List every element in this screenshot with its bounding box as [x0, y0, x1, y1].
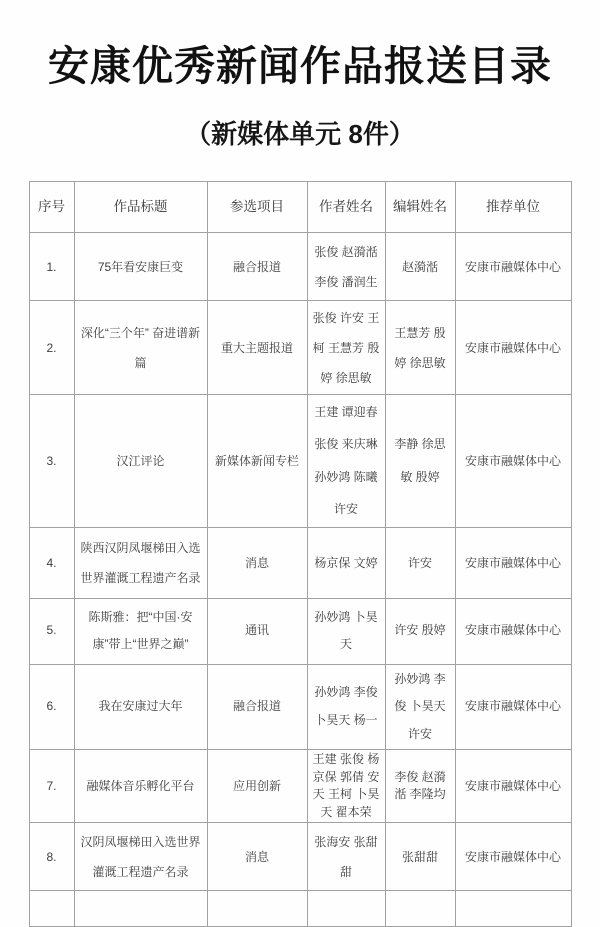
cell-authors: 王建 张俊 杨京保 郭倩 安天 王柯 卜昊天 翟本荣	[307, 750, 385, 823]
cell-serial: 1.	[29, 233, 74, 301]
table-row	[29, 750, 571, 823]
table-row	[29, 527, 571, 598]
cell-serial: 5.	[29, 598, 74, 664]
cell-authors: 孙妙鸿 卜昊天	[307, 598, 385, 664]
cell-unit: 安康市融媒体中心	[455, 395, 571, 528]
cell-editors: 王慧芳 殷婷 徐思敏	[385, 301, 455, 395]
cell-authors: 张俊 赵漪湉 李俊 潘润生	[307, 233, 385, 301]
table-row	[29, 823, 571, 891]
cell-unit: 安康市融媒体中心	[455, 233, 571, 301]
cell-serial: 4.	[29, 527, 74, 598]
table-row	[29, 233, 571, 301]
cell-unit: 安康市融媒体中心	[455, 301, 571, 395]
cell-work-title: 我在安康过大年	[74, 664, 207, 750]
cell-category: 新媒体新闻专栏	[207, 395, 307, 528]
cell-serial: 6.	[29, 664, 74, 750]
header-work-title: 作品标题	[74, 182, 207, 233]
cell-unit: 安康市融媒体中心	[455, 527, 571, 598]
cell-serial: 8.	[29, 823, 74, 891]
cell-category: 消息	[207, 527, 307, 598]
catalog-table	[29, 181, 572, 927]
cell-work-title: 汉江评论	[74, 395, 207, 528]
cell-editors: 孙妙鸿 李俊 卜昊天 许安	[385, 664, 455, 750]
cell-editors: 张甜甜	[385, 823, 455, 891]
cell-editors: 李静 徐思敏 殷婷	[385, 395, 455, 528]
cell-unit: 安康市融媒体中心	[455, 598, 571, 664]
cell-editors: 赵漪湉	[385, 233, 455, 301]
cell-work-title: 陕西汉阴凤堰梯田入选世界灌溉工程遗产名录	[74, 527, 207, 598]
page-title: 安康优秀新闻作品报送目录	[48, 43, 552, 89]
cell-category: 融合报道	[207, 664, 307, 750]
page-subtitle: （新媒体单元 8件）	[185, 119, 415, 150]
cell-authors	[307, 891, 385, 927]
cell-unit: 安康市融媒体中心	[455, 664, 571, 750]
cell-serial: 7.	[29, 750, 74, 823]
cell-category: 融合报道	[207, 233, 307, 301]
cell-editors: 李俊 赵漪湉 李隆均	[385, 750, 455, 823]
table-row	[29, 301, 571, 395]
cell-authors: 王建 谭迎春 张俊 来庆琳 孙妙鸿 陈曦 许安	[307, 395, 385, 528]
cell-work-title: 陈斯雅：把“中国·安康”带上“世界之巅”	[74, 598, 207, 664]
header-serial: 序号	[29, 182, 74, 233]
header-editors: 编辑姓名	[385, 182, 455, 233]
cell-unit: 安康市融媒体中心	[455, 750, 571, 823]
cell-authors: 杨京保 文婷	[307, 527, 385, 598]
cell-serial: 2.	[29, 301, 74, 395]
cell-work-title: 融媒体音乐孵化平台	[74, 750, 207, 823]
cell-work-title: 深化“三个年” 奋进谱新篇	[74, 301, 207, 395]
table-row	[29, 598, 571, 664]
cell-category: 应用创新	[207, 750, 307, 823]
cell-category: 消息	[207, 823, 307, 891]
cell-category: 重大主题报道	[207, 301, 307, 395]
cell-unit	[455, 891, 571, 927]
table-header-row	[29, 182, 571, 233]
cell-authors: 张海安 张甜甜	[307, 823, 385, 891]
header-authors: 作者姓名	[307, 182, 385, 233]
cell-serial: 3.	[29, 395, 74, 528]
cell-unit: 安康市融媒体中心	[455, 823, 571, 891]
cell-editors: 许安	[385, 527, 455, 598]
cell-serial	[29, 891, 74, 927]
header-unit: 推荐单位	[455, 182, 571, 233]
cell-authors: 孙妙鸿 李俊 卜昊天 杨一	[307, 664, 385, 750]
table-row-empty	[29, 891, 571, 927]
cell-work-title: 75年看安康巨变	[74, 233, 207, 301]
cell-editors: 许安 殷婷	[385, 598, 455, 664]
cell-category	[207, 891, 307, 927]
header-category: 参选项目	[207, 182, 307, 233]
cell-category: 通讯	[207, 598, 307, 664]
cell-work-title: 汉阴凤堰梯田入选世界灌溉工程遗产名录	[74, 823, 207, 891]
cell-authors: 张俊 许安 王柯 王慧芳 殷婷 徐思敏	[307, 301, 385, 395]
table-row	[29, 664, 571, 750]
cell-work-title	[74, 891, 207, 927]
table-row	[29, 395, 571, 528]
cell-editors	[385, 891, 455, 927]
